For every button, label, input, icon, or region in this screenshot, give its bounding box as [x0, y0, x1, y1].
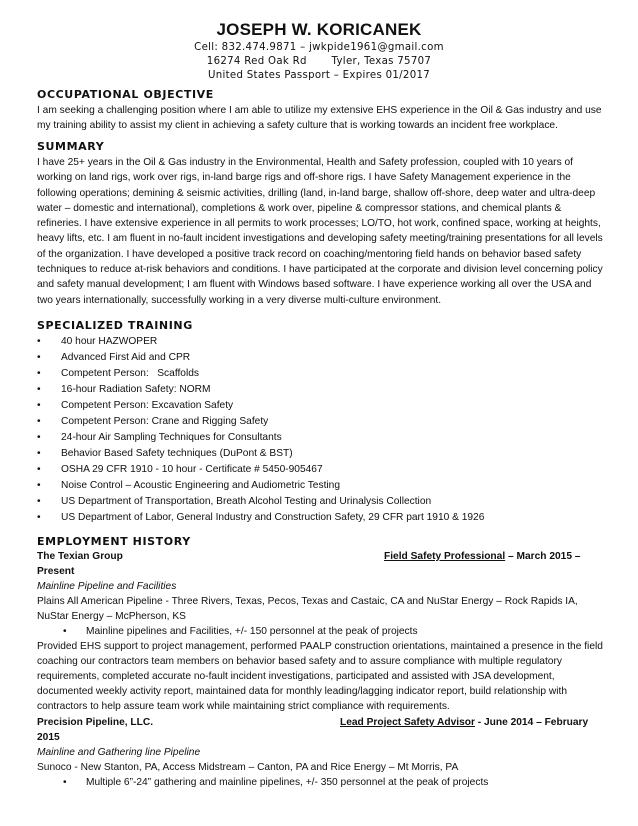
list-item: • US Department of Labor, General Industry and Construction Safety, 29 CFR part 1910 & 1926 [37, 510, 603, 526]
list-item: • Behavior Based Safety techniques (DuPont & BST) [37, 446, 603, 462]
list-item: • Competent Person: Excavation Safety [37, 398, 603, 414]
client-list: Plains All American Pipeline - Three Rivers, Texas, Pecos, Texas and Castaic, CA and NuStar Energy – Rock Rapids IA, NuStar Energy – McPherson, KS [37, 596, 578, 622]
bullet-icon: • [63, 777, 67, 788]
contact-phone-email: Cell: 832.474.9871 – jwkpide1961@gmail.com [194, 42, 444, 53]
list-item: • Competent Person: Crane and Rigging Safety [37, 414, 603, 430]
bullet-icon: • [37, 368, 41, 379]
list-item: • 24-hour Air Sampling Techniques for Consultants [37, 430, 603, 446]
job-title-dates [340, 715, 588, 730]
bullet-icon: • [37, 496, 41, 507]
job-title: Lead Project Safety Advisor [340, 717, 475, 728]
job-title-dates [384, 549, 580, 564]
list-item: • 16-hour Radiation Safety: NORM [37, 382, 603, 398]
list-item: • Advanced First Aid and CPR [37, 350, 603, 366]
bullet-icon: • [37, 480, 41, 491]
job-dates: – March 2015 – [505, 551, 581, 562]
job-header [37, 715, 603, 730]
bullet-icon: • [37, 384, 41, 395]
summary-text: I have 25+ years in the Oil & Gas industry in the Environmental, Health and Safety profession, coupled with 10 years of working on land rigs, work over rigs, in-land barge rigs and off-shore rigs. I have Safety Management experience in the following operations; demining & seismic activities, drilling (land, in-land barge, shallow off-shore, deep water and ultra-deep water – domestic and international), completions & work over, pipeline & compressor stations, and chemical plants & refineries. I have extensive experience in all permits to work processes; LO/TO, hot work, confined space, working at heights, heavy lifts, etc. I am fluent in no-fault incident investigations and developing safety meeting/training presentations for all levels of the organization. I have developed a positive track record on coaching/mentoring field hands on behavior based safety techniques to reduce at-risk behaviors and conditions. I have participated at the corporate and division level concerning policy and safety manual development; I am fluent with Windows based software. I have experience working all over the USA and two years internationally, successfully working in a very diverse multi-culture environment. [37, 157, 603, 306]
list-item: • OSHA 29 CFR 1910 - 10 hour - Certificate # 5450-905467 [37, 462, 603, 478]
training-heading: SPECIALIZED TRAINING [37, 319, 193, 332]
bullet-icon: • [37, 352, 41, 363]
contact-address: 16274 Red Oak Rd Tyler, Texas 75707 [206, 56, 432, 67]
project-type: Mainline Pipeline and Facilities [37, 581, 177, 592]
bullet-icon: • [37, 432, 41, 443]
client-list: Sunoco - New Stanton, PA, Access Midstream – Canton, PA and Rice Energy – Mt Morris, PA [37, 762, 459, 773]
list-item: • US Department of Transportation, Breath Alcohol Testing and Urinalysis Collection [37, 494, 603, 510]
job-dates: - June 2014 – February [474, 717, 589, 728]
bullet-icon: • [37, 464, 41, 475]
objective-text: I am seeking a challenging position where I am able to utilize my extensive EHS experience in the Oil & Gas industry and use my training ability to assist my client in achieving a safety culture that is working towards an incident free workplace. [37, 105, 602, 132]
objective-heading: OCCUPATIONAL OBJECTIVE [37, 88, 214, 101]
candidate-name: JOSEPH W. KORICANEK [216, 20, 422, 39]
company-name: Precision Pipeline, LLC. [37, 717, 154, 728]
project-type: Mainline and Gathering line Pipeline [37, 747, 201, 758]
job-dates-continued: 2015 [37, 732, 60, 743]
list-item: • 40 hour HAZWOPER [37, 334, 603, 350]
list-item: • Competent Person: Scaffolds [37, 366, 603, 382]
bullet-icon: • [37, 336, 41, 347]
job-description: Provided EHS support to project management, performed PAALP construction orientations, maintained a presence in the field coaching our contractors team members on behavior based safety and to assure compliance with multiple regulatory requirements, completed accurate no-fault incident investigations, participated and assisted with JSA development, documented weekly activity report, maintained data for monthly leading/lagging indicator report, build relationship with contractors to help assure team work while maintaining strict compliance with requirements. [37, 641, 603, 712]
job-header [37, 549, 603, 564]
summary-heading: SUMMARY [37, 140, 105, 153]
company-name: The Texian Group [37, 551, 123, 562]
job-dates-continued: Present [37, 566, 75, 577]
bullet-icon: • [37, 448, 41, 459]
list-item: • Noise Control – Acoustic Engineering and Audiometric Testing [37, 478, 603, 494]
list-item: • Mainline pipelines and Facilities, +/- 150 personnel at the peak of projects [63, 626, 418, 637]
bullet-icon: • [37, 416, 41, 427]
bullet-icon: • [37, 400, 41, 411]
bullet-icon: • [63, 626, 67, 637]
bullet-icon: • [37, 512, 41, 523]
contact-passport: United States Passport – Expires 01/2017 [207, 70, 431, 81]
employment-heading: EMPLOYMENT HISTORY [37, 535, 191, 548]
list-item: • Multiple 6”-24” gathering and mainline pipelines, +/- 350 personnel at the peak of projects [63, 777, 489, 788]
job-title: Field Safety Professional [384, 551, 506, 562]
